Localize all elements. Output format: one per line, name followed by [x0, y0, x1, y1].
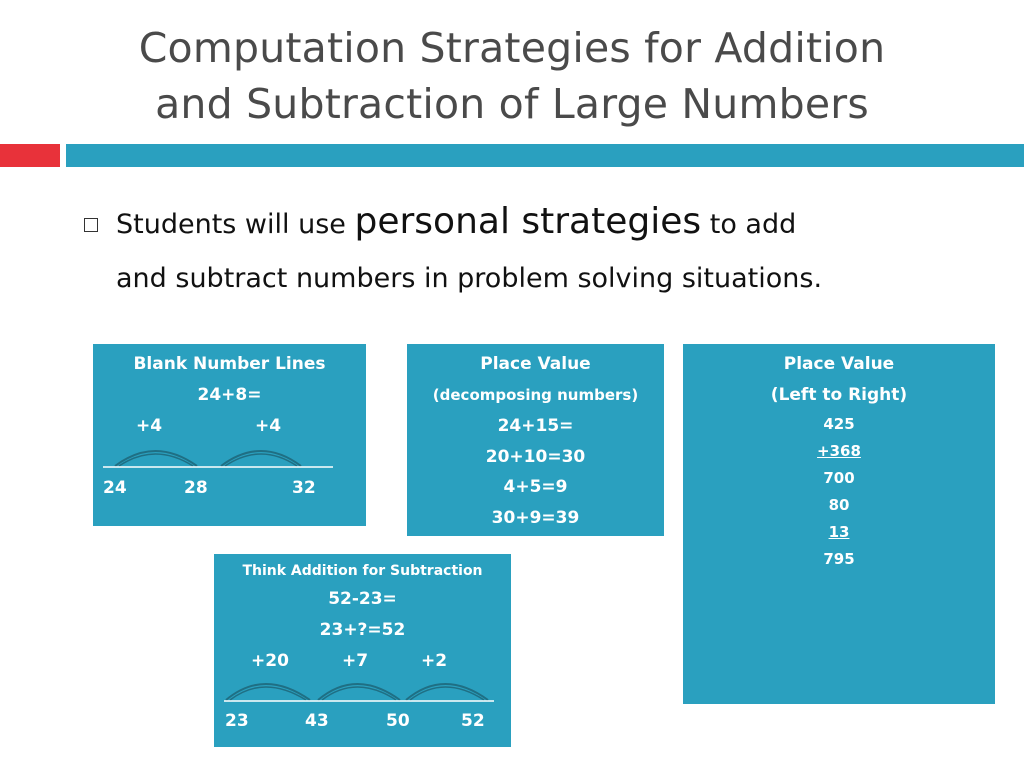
- panel-title: Think Addition for Subtraction: [242, 563, 483, 579]
- underlined-addend: +368: [817, 442, 861, 460]
- slide-title: [40, 20, 984, 132]
- panel-line: 4+5=9: [503, 477, 568, 497]
- panel-equation: 23+?=52: [319, 620, 406, 640]
- panel-line-underlined: [683, 523, 995, 541]
- panel-blank-number-lines: [93, 344, 366, 526]
- bullet-suffix: to add: [701, 209, 797, 240]
- panel-line: 425: [823, 415, 855, 433]
- panel-line: 80: [828, 496, 850, 514]
- panel-title: Place Value: [480, 354, 591, 374]
- panel-line: 700: [823, 469, 855, 487]
- jump-label: +2: [421, 651, 448, 671]
- jump-label: +4: [255, 416, 282, 436]
- accent-bar-blue: [66, 144, 1024, 167]
- hollow-square-bullet-icon: [84, 218, 98, 232]
- number-line-arcs: [93, 344, 366, 526]
- number-mark: 50: [386, 711, 410, 731]
- bullet-prefix: Students will use: [116, 209, 355, 240]
- panel-line: 30+9=39: [491, 508, 580, 528]
- bullet-emphasis: personal strategies: [354, 201, 702, 242]
- number-mark: 28: [184, 478, 208, 498]
- number-mark: 32: [292, 478, 316, 498]
- number-mark: 52: [461, 711, 485, 731]
- title-line-1: Computation Strategies for Addition: [138, 24, 886, 72]
- panel-subtitle: (decomposing numbers): [432, 386, 639, 404]
- panel-equation: 52-23=: [328, 589, 397, 609]
- panel-title: Blank Number Lines: [133, 354, 326, 374]
- panel-line: 795: [823, 550, 855, 568]
- bullet-line-2: and subtract numbers in problem solving situations.: [116, 263, 823, 294]
- panel-line: 20+10=30: [485, 447, 586, 467]
- panel-place-value-left-to-right: [683, 344, 995, 704]
- panel-subtitle: (Left to Right): [770, 385, 908, 405]
- accent-bar-red: [0, 144, 60, 167]
- panel-line: 24+15=: [497, 416, 574, 436]
- panel-think-addition: [214, 554, 511, 747]
- number-mark: 43: [305, 711, 329, 731]
- title-line-2: and Subtraction of Large Numbers: [155, 80, 869, 128]
- bullet-text: [116, 195, 976, 306]
- panel-line-underlined: [683, 442, 995, 460]
- panel-place-value-decomposing: [407, 344, 664, 536]
- panel-title: Place Value: [783, 354, 895, 374]
- jump-label: +4: [136, 416, 163, 436]
- panel-equation: 24+8=: [197, 385, 262, 405]
- jump-label: +7: [342, 651, 369, 671]
- underlined-partial: 13: [828, 523, 850, 541]
- jump-label: +20: [251, 651, 289, 671]
- number-mark: 23: [225, 711, 249, 731]
- number-mark: 24: [103, 478, 127, 498]
